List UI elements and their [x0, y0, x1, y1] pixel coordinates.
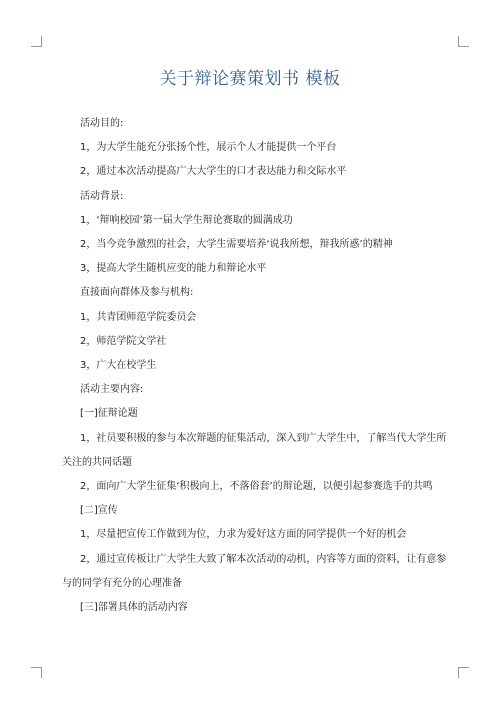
heading-audience: 直接面向群体及参与机构: — [80, 287, 194, 299]
audience-item-3: 3，广大在校学生 — [80, 360, 157, 372]
section-1-item-1: 1，社员要积极的参与本次辩题的征集活动，深入到广大学生中，了解当代大学生所关注的共同话题 — [62, 432, 447, 468]
audience-item-1: 1，共青团师范学院委员会 — [80, 311, 197, 323]
section-2-item-2: 2，通过宣传板让广大学生大致了解本次活动的动机，内容等方面的资料，让有意参与的同学有充分的心理准备 — [62, 553, 447, 589]
section-3-heading: [三]部署具体的活动内容 — [80, 602, 188, 614]
page-corner-bottom-left — [31, 667, 42, 678]
page-corner-bottom-right — [458, 667, 469, 678]
purpose-item-1: 1，为大学生能充分张扬个性，展示个人才能提供一个平台 — [80, 142, 337, 154]
background-item-3: 3，提高大学生随机应变的能力和辩论水平 — [80, 263, 267, 275]
page-corner-top-right — [458, 36, 469, 47]
background-item-1: 1，‘辩响校园’第一届大学生辩论赛取的圆满成功 — [80, 214, 293, 226]
section-2-heading: [二]宣传 — [80, 505, 118, 517]
audience-item-2: 2，师范学院文学社 — [80, 335, 167, 347]
section-1-item-2: 2，面向广大学生征集‘积极向上，不落俗套’的辩论题，以便引起参赛选手的共鸣 — [80, 481, 433, 493]
document-body — [62, 112, 450, 620]
heading-main-content: 活动主要内容: — [80, 384, 144, 396]
section-1-heading: [一]征辩论题 — [80, 408, 138, 420]
document-title: 关于辩论赛策划书 模板 — [159, 69, 341, 89]
section-2-item-1: 1，尽量把宣传工作做到为位，力求为爱好这方面的同学提供一个好的机会 — [80, 529, 407, 541]
heading-background: 活动背景: — [80, 190, 124, 202]
heading-purpose: 活动目的: — [80, 118, 124, 129]
background-item-2: 2，当今竞争激烈的社会，大学生需要培养‘说我所想，辩我所惑’的精神 — [80, 239, 393, 251]
purpose-item-2: 2，通过本次活动提高广大大学生的口才表达能力和交际水平 — [80, 166, 347, 178]
page-corner-top-left — [31, 36, 42, 47]
